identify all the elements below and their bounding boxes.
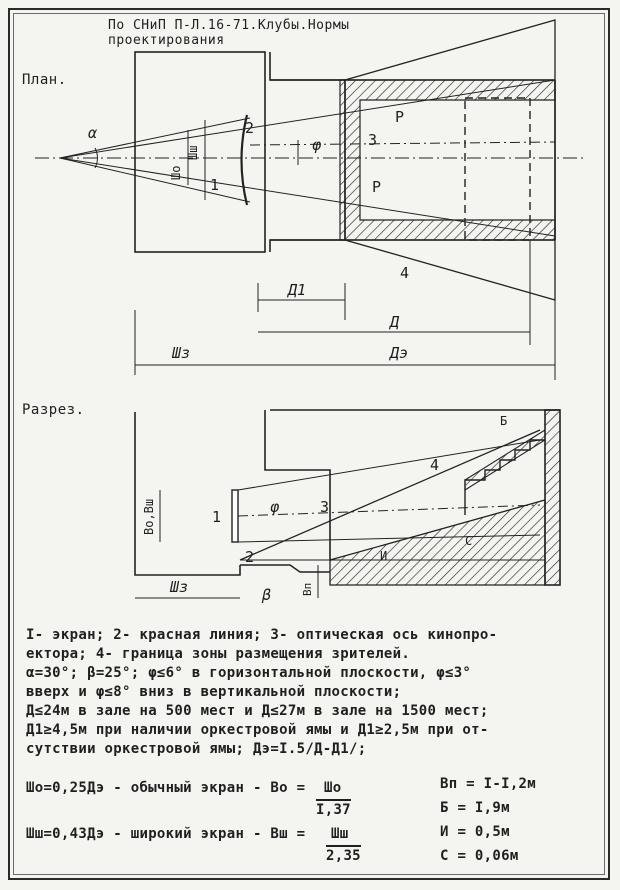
section-i-label: И [380, 549, 388, 563]
plan-d1-label: Д1 [288, 281, 307, 299]
legend-line-3: α=30°; β=25°; φ≤6° в горизонтальной плоскости, φ≤3° [26, 665, 472, 681]
plan-back-dashed [465, 98, 530, 240]
section-num-1: 1 [212, 508, 222, 526]
section-stage-edge [240, 565, 330, 572]
plan-sho-label: Шо [169, 165, 183, 180]
section-vp-label: Вп [301, 582, 314, 596]
plan-num-2: 2 [245, 119, 255, 137]
formula-2-den: 2,35 [326, 845, 361, 864]
plan-hatched-wall [340, 80, 555, 240]
formula-1-num: Шо [324, 780, 342, 796]
legend-line-7: сутствии оркестровой ямы; Дэ=I.5/Д-Д1/; [26, 741, 367, 757]
plan-num-4: 4 [400, 264, 410, 282]
section-s-label: С [465, 534, 473, 548]
formula-1-left: Шо=0,25Дэ - обычный экран - Во = [26, 780, 306, 796]
section-floor [330, 500, 545, 585]
plan-title: План. [22, 72, 67, 88]
plan-screen-ray-bottom [60, 158, 250, 202]
formula-s: С = 0,06м [440, 848, 519, 864]
section-stage-wall [265, 410, 330, 560]
section-drawing [135, 410, 560, 598]
formula-2-num: Шш [331, 826, 349, 842]
formulas [26, 774, 596, 874]
plan-d-label: Д [390, 313, 400, 331]
formula-vp: Вп = I-I,2м [440, 776, 537, 792]
plan-optical-axis [250, 142, 555, 145]
legend-line-5: Д≤24м в зале на 500 мест и Д≤27м в зале на 1500 мест; [26, 703, 489, 719]
plan-p-upper: Р [395, 108, 405, 126]
plan-num-3: 3 [368, 131, 378, 149]
plan-drawing [35, 20, 585, 380]
plan-de-label: Дэ [390, 344, 409, 362]
plan-phi-label: φ [312, 136, 322, 154]
plan-sh3-label: Шз [172, 344, 191, 362]
section-sh3-label: Шз [170, 578, 189, 596]
legend-line-1: I- экран; 2- красная линия; 3- оптическая ось кинопро- [26, 627, 498, 643]
legend-line-4: вверх и φ≤8° вниз в вертикальной плоскости; [26, 684, 402, 700]
plan-alpha-label: α [88, 124, 98, 142]
plan-shsh-label: Шш [186, 145, 200, 160]
plan-viewer-zone [345, 20, 555, 300]
legend-line-6: Д1≥4,5м при наличии оркестровой ямы и Д1≥2,5м при от- [26, 722, 489, 738]
section-num-3: 3 [320, 498, 330, 516]
section-b-label: Б [500, 414, 508, 428]
section-balcony-slab [465, 430, 545, 490]
plan-num-1: 1 [210, 176, 220, 194]
section-v-label: Во,Вш [142, 498, 156, 535]
section-title: Разрез. [22, 402, 85, 418]
section-left-wall [135, 412, 240, 575]
plan-p-lower: Р [372, 178, 382, 196]
formula-i: И = 0,5м [440, 824, 510, 840]
plan-foyer-room [135, 52, 265, 252]
formula-2-left: Шш=0,43Дэ - широкий экран - Вш = [26, 826, 306, 842]
section-num-4: 4 [430, 456, 440, 474]
formula-1-den: I,37 [316, 799, 351, 818]
section-num-2: 2 [245, 548, 255, 566]
header-line-2: проектирования [108, 33, 225, 48]
section-right-wall [545, 410, 560, 585]
section-phi-label: φ [270, 498, 280, 516]
plan-hall-left-wall [270, 52, 345, 252]
formula-b: Б = I,9м [440, 800, 510, 816]
header-line-1: По СНиП П-Л.16-71.Клубы.Нормы [108, 18, 350, 33]
section-beta-label: β [262, 586, 272, 604]
section-screen [232, 490, 238, 542]
legend [26, 626, 596, 759]
legend-line-2: ектора; 4- граница зоны размещения зрителей. [26, 646, 411, 662]
